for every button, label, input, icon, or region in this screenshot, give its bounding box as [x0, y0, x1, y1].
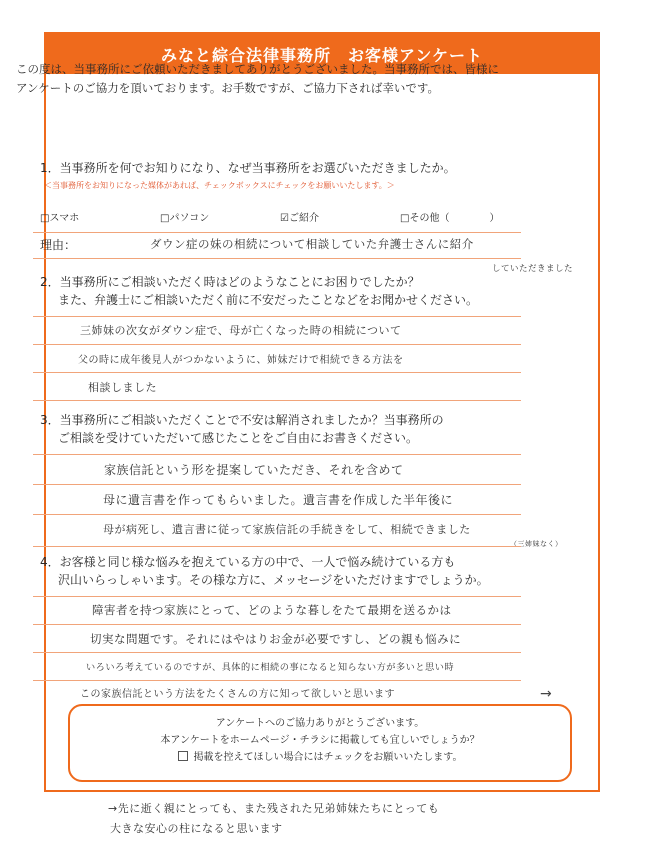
rule-line: [33, 232, 521, 233]
closing-question: 本アンケートをホームページ・チラシに掲載しても宜しいでしょうか？: [160, 735, 480, 746]
q4-answer-line-1: 障害者を持つ家族にとって、どのような暮しをたて最期を送るかは: [92, 603, 452, 617]
rule-line: [33, 624, 521, 625]
reason-label: 理由：: [40, 238, 77, 252]
q4-question-line-1: 4．お客様と同じ様な悩みを抱えている方の中で、一人で悩み続けている方も: [40, 555, 456, 569]
q2-question-line-2: また、弁護士にご相談いただく前に不安だったことなどをお聞かせください。: [58, 293, 479, 307]
consent-label: 掲載を控えてほしい場合にはチェックをお願いいたします。: [193, 752, 463, 763]
q4-question-line-2: 沢山いらっしゃいます。その様な方に、メッセージをいただけますでしょうか。: [58, 573, 489, 587]
rule-line: [33, 316, 521, 317]
reason-answer: ダウン症の妹の相続について相談していた弁護士さんに紹介: [150, 237, 474, 251]
consent-row: [70, 749, 570, 766]
q1-options: [40, 209, 510, 224]
survey-title: みなと綜合法律事務所 お客様アンケート: [46, 34, 598, 74]
overflow-line-2: 大きな安心の柱になると思います: [110, 822, 283, 835]
option-referral[interactable]: ☑ご紹介: [280, 213, 319, 224]
rule-line: [33, 514, 521, 515]
q2-answer-line-1: 三姉妹の次女がダウン症で、母が亡くなった時の相続について: [80, 324, 402, 337]
q3-question-line-1: 3．当事務所にご相談いただくことで不安は解消されましたか？当事務所の: [40, 413, 444, 427]
option-smartphone[interactable]: □スマホ: [40, 213, 80, 224]
rule-line: [33, 596, 521, 597]
reason-answer-2: していただきました: [492, 264, 574, 274]
option-other[interactable]: □その他（ ）: [400, 213, 500, 224]
intro-line-1: この度は、当事務所にご依頼いただきましてありがとうございました。当事務所では、皆様に: [16, 62, 499, 76]
q4-answer-line-3: いろいろ考えているのですが、具体的に相続の事になると知らない方が多いと思い時: [86, 662, 455, 673]
q4-answer-line-4: この家族信託という方法をたくさんの方に知って欲しいと思います: [80, 689, 395, 700]
overflow-line-1: →先に逝く親にとっても、また残された兄弟姉妹たちにとっても: [108, 802, 440, 815]
q3-answer-line-1: 家族信託という形を提案していただき、それを含めて: [104, 463, 404, 477]
closing-thanks: アンケートへのご協力ありがとうございます。: [215, 718, 425, 729]
q2-answer-line-2: 父の時に成年後見人がつかないように、姉妹だけで相続できる方法を: [78, 355, 404, 366]
publication-consent-box: [68, 704, 572, 782]
rule-line: [33, 680, 521, 681]
rule-line: [33, 652, 521, 653]
q3-side-note: （三姉妹なく）: [510, 540, 563, 548]
rule-line: [33, 400, 521, 401]
rule-line: [33, 546, 521, 547]
rule-line: [33, 454, 521, 455]
rule-line: [33, 372, 521, 373]
q3-question-line-2: ご相談を受けていただいて感じたことをご自由にお書きください。: [58, 431, 419, 445]
q1-note: ＜当事務所をお知りになった媒体があれば、チェックボックスにチェックをお願いいたします。＞: [44, 181, 395, 190]
rule-line: [33, 484, 521, 485]
option-pc[interactable]: □パソコン: [160, 213, 210, 224]
q2-question-line-1: 2．当事務所にご相談いただく時はどのようなことにお困りでしたか？: [40, 275, 420, 289]
q3-answer-line-2: 母に遺言書を作ってもらいました。遺言書を作成した半年後に: [103, 493, 454, 507]
rule-line: [33, 258, 521, 259]
intro-text: [16, 60, 536, 98]
q1-question: 1．当事務所を何でお知りになり、なぜ当事務所をお選びいただきましたか。: [40, 161, 456, 175]
intro-line-2: アンケートのご協力を頂いております。お手数ですが、ご協力下されば幸いです。: [16, 81, 439, 95]
rule-line: [33, 344, 521, 345]
q3-answer-line-3: 母が病死し、遺言書に従って家族信託の手続きをして、相続できました: [103, 523, 471, 536]
q4-answer-line-2: 切実な問題です。それにはやはりお金が必要ですし、どの親も悩みに: [90, 632, 462, 646]
continue-arrow-icon: →: [540, 686, 552, 702]
q2-answer-line-3: 相談しました: [88, 381, 157, 394]
consent-checkbox[interactable]: [178, 751, 188, 761]
